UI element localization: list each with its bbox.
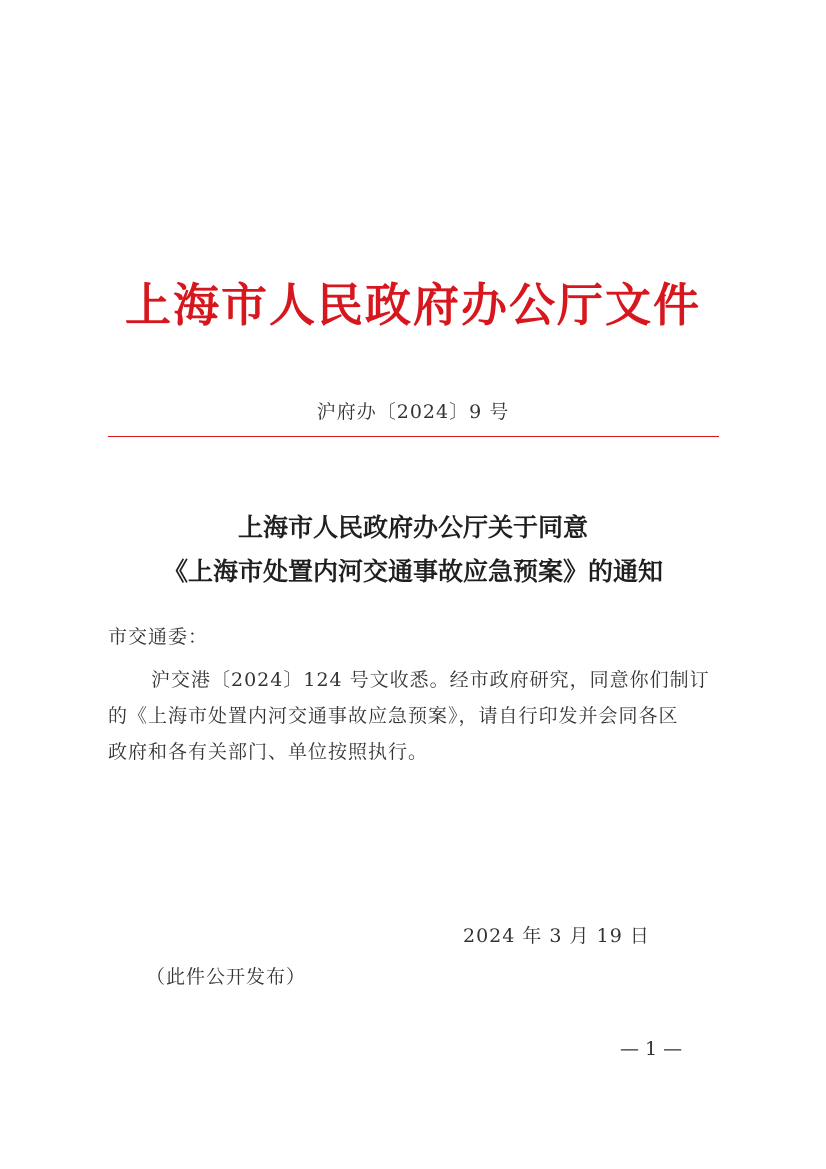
page-number: — 1 — [620,1038,683,1060]
publication-note: （此件公开发布） [146,966,307,988]
body-line-1: 沪交港〔2024〕124 号文收悉。经市政府研究，同意你们制订 [151,669,710,691]
title-line-2: 《上海市处置内河交通事故应急预案》的通知 [162,557,663,586]
body-paragraph [108,662,719,770]
body-line-2: 的《上海市处置内河交通事故应急预案》，请自行印发并会同各区 [108,705,679,727]
red-divider [108,436,719,437]
document-masthead: 上海市人民政府办公厅文件 [125,278,701,332]
title-line-1: 上海市人民政府办公厅关于同意 [237,513,588,542]
issue-date: 2024 年 3 月 19 日 [463,925,650,947]
addressee: 市交通委： [108,626,209,648]
document-title [60,506,766,594]
body-line-3: 政府和各有关部门、单位按照执行。 [108,741,429,763]
document-number: 沪府办〔2024〕9 号 [316,401,510,423]
